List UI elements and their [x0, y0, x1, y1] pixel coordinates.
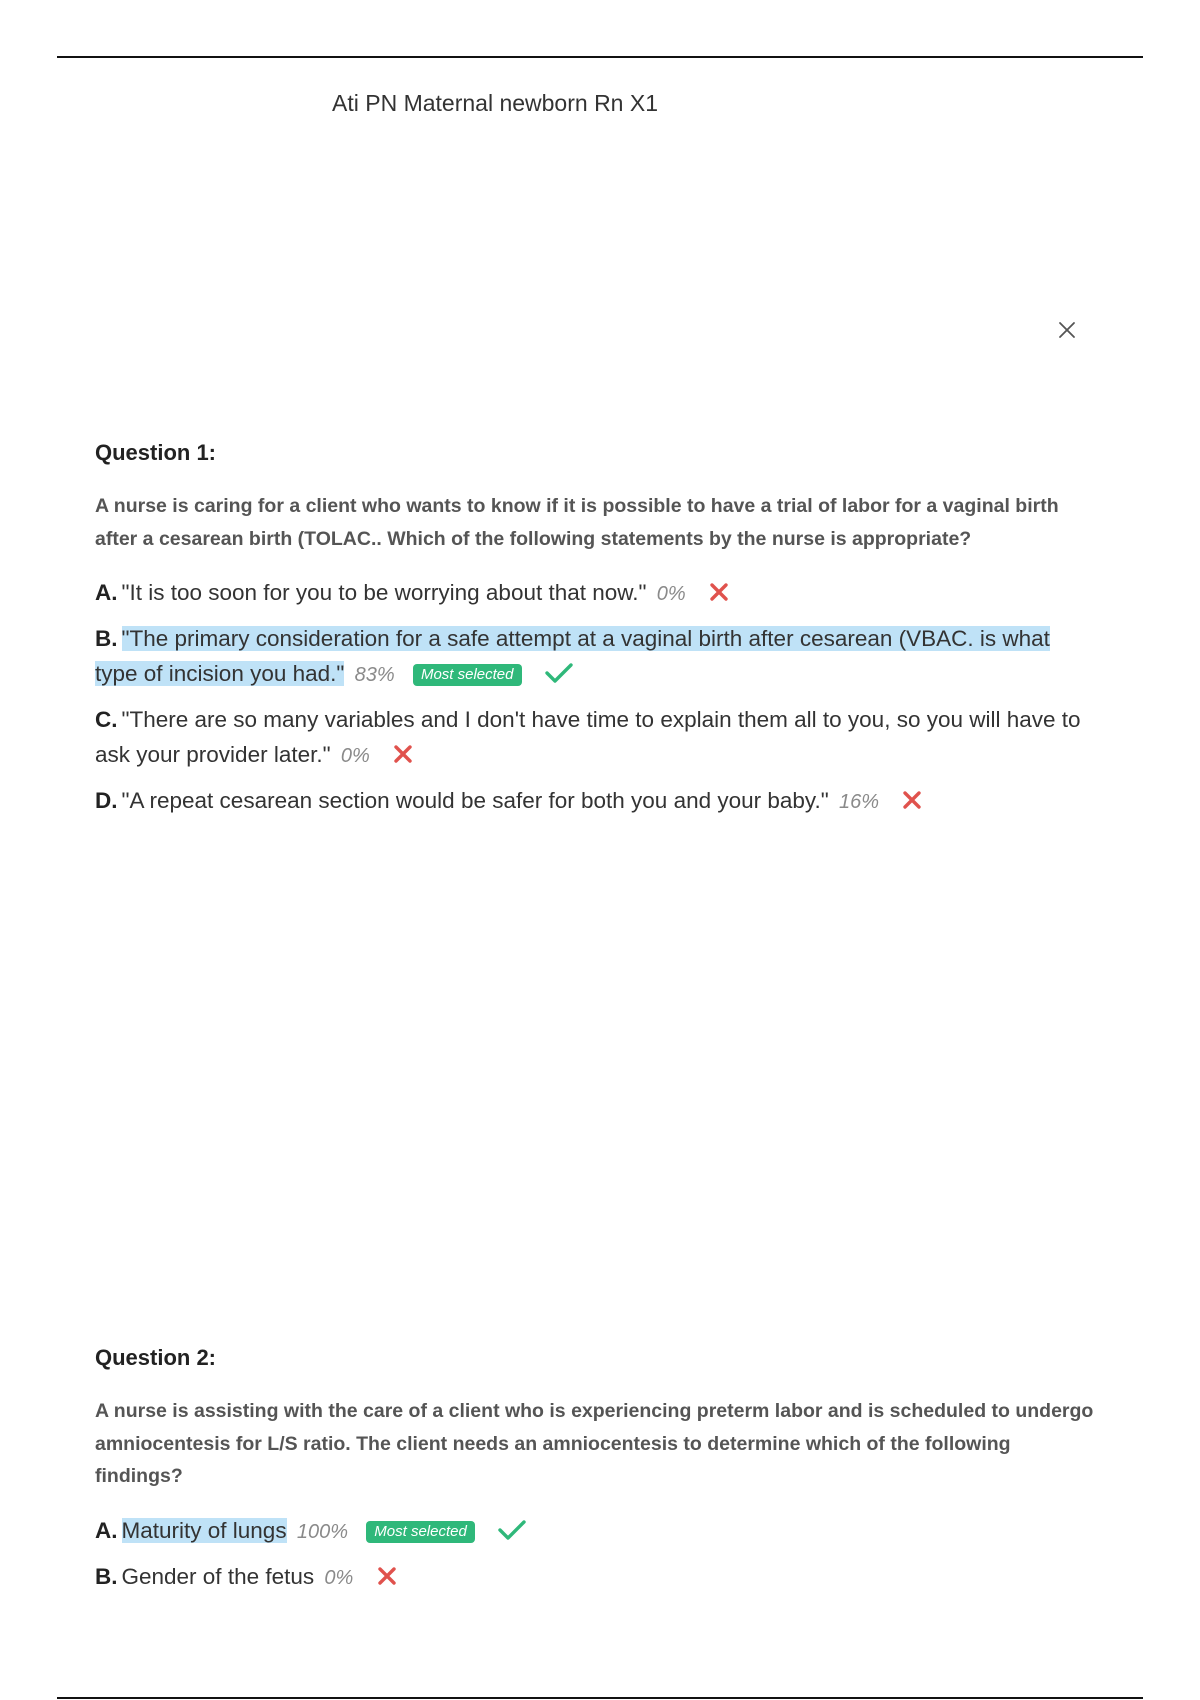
option-text-highlighted: "The primary consideration for a safe attempt at a vaginal birth after cesarean (VBAC. is what type of incision you had.": [95, 626, 1050, 686]
bottom-rule: [57, 1697, 1143, 1699]
option-letter: C.: [95, 707, 118, 732]
option-text: "There are so many variables and I don't have time to explain them all to you, so you will have to ask your provider later.": [95, 707, 1081, 767]
checkmark-icon: [544, 662, 574, 684]
option-text: "It is too soon for you to be worrying about that now.": [121, 580, 647, 605]
x-mark-icon: [708, 581, 730, 603]
x-mark-icon: [901, 789, 923, 811]
option-percent: 0%: [656, 583, 686, 605]
document-title: Ati PN Maternal newborn Rn X1: [332, 90, 658, 116]
close-icon: [1053, 316, 1081, 344]
question-2: [95, 1343, 1095, 1605]
option-text: "A repeat cesarean section would be safer for both you and your baby.": [121, 788, 829, 813]
option-letter: B.: [95, 1563, 118, 1589]
question-heading: Question 1:: [95, 440, 217, 465]
option-letter: B.: [95, 626, 118, 651]
question-text: A nurse is caring for a client who wants to know if it is possible to have a trial of labor for a vaginal birth after a cesarean birth (TOLAC.. Which of the following statements by the nurse is appropriate?: [95, 495, 1059, 550]
x-mark-icon: [376, 1565, 398, 1587]
answer-option-a[interactable]: [95, 1513, 1095, 1550]
option-text: Gender of the fetus: [121, 1563, 315, 1589]
option-letter: D.: [95, 788, 118, 813]
answer-option-d[interactable]: [95, 783, 1095, 820]
answer-options: [95, 1513, 1095, 1596]
option-percent: 16%: [839, 791, 880, 813]
question-text: A nurse is assisting with the care of a client who is experiencing preterm labor and is scheduled to undergo amniocentesis for L/S ratio. The client needs an amniocentesis to determine which of the following findings?: [95, 1400, 1094, 1487]
question-heading: Question 2:: [95, 1345, 217, 1370]
option-percent: 83%: [354, 664, 395, 686]
answer-options: [95, 575, 1095, 820]
option-text-highlighted: Maturity of lungs: [121, 1517, 287, 1543]
option-letter: A.: [95, 1517, 118, 1543]
close-button[interactable]: [1053, 316, 1081, 344]
question-1: [95, 438, 1095, 829]
answer-option-b[interactable]: [95, 1559, 1095, 1596]
answer-option-c[interactable]: [95, 702, 1095, 774]
option-letter: A.: [95, 580, 118, 605]
option-percent: 0%: [340, 745, 370, 767]
answer-option-a[interactable]: [95, 575, 1095, 612]
option-percent: 100%: [296, 1520, 348, 1543]
top-rule: [57, 56, 1143, 58]
option-percent: 0%: [324, 1566, 354, 1589]
most-selected-badge: Most selected: [366, 1521, 475, 1543]
answer-option-b[interactable]: [95, 621, 1095, 693]
most-selected-badge: Most selected: [413, 664, 522, 686]
x-mark-icon: [392, 743, 414, 765]
checkmark-icon: [497, 1519, 527, 1541]
